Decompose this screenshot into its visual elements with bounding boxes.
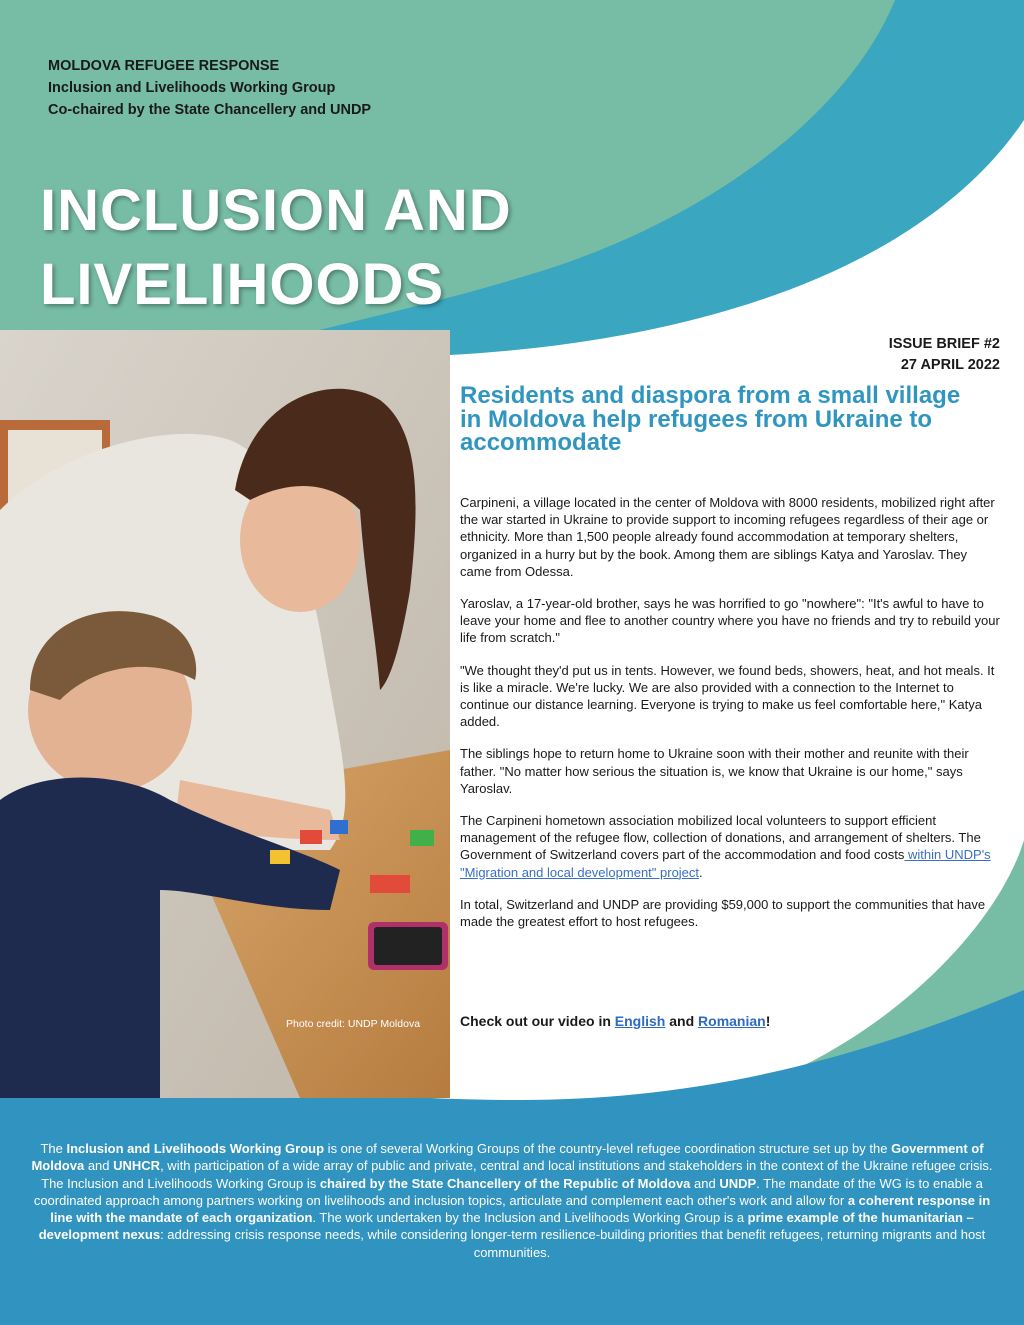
- organization-header: [48, 55, 371, 121]
- article-headline: Residents and diaspora from a small village in Moldova help refugees from Ukraine to accommodate: [460, 382, 961, 456]
- org-line-3: Co-chaired by the State Chancellery and UNDP: [48, 102, 372, 118]
- org-line-1: MOLDOVA REFUGEE RESPONSE: [48, 58, 280, 74]
- page-title: [40, 174, 512, 322]
- cta-suffix: !: [765, 1013, 771, 1029]
- footer-text: , with participation of a wide array of public and private, central and local institutions and stakeholders in the context of the Ukraine refugee crisis. The Inclusion and Livelihoods Working Group is: [41, 1158, 993, 1191]
- lego-1: [300, 830, 322, 844]
- photo-credit: Photo credit: UNDP Moldova: [286, 1018, 421, 1030]
- footer-bold: prime example of the humanitarian – development nexus: [38, 1210, 974, 1243]
- footer-text: . The work undertaken by the Inclusion and Livelihoods Working Group is a: [312, 1210, 748, 1226]
- paragraph-1: Carpineni, a village located in the center of Moldova with 8000 residents, mobilized right after the war started in Ukraine to provide support to incoming refugees regardless of their age or ethnicity. More than 1,500 people already found accommodation at temporary shelters, organized in a hurry but by the book. Among them are siblings Katya and Yaroslav. They came from Odessa.: [460, 495, 995, 579]
- paragraph-5-end: .: [699, 864, 703, 880]
- paragraph-2: Yaroslav, a 17-year-old brother, says he was horrified to go "nowhere": "It's awful to have to leave your home and flee to another country where you have no friends and try to rebuild your life from scratch.": [460, 596, 1000, 646]
- issue-number: ISSUE BRIEF #2: [888, 336, 1000, 352]
- paragraph-4: The siblings hope to return home to Ukraine soon with their mother and reunite with their father. "No matter how serious the situation is, we know that Ukraine is our home," says Yaroslav.: [460, 746, 969, 796]
- cta-middle: and: [665, 1013, 699, 1029]
- footer-text: and: [690, 1175, 720, 1191]
- article-body: [460, 494, 1000, 945]
- footer-text: is one of several Working Groups of the country-level refugee coordination structure set up by the: [324, 1141, 892, 1156]
- paragraph-5-text: The Carpineni hometown association mobilized local volunteers to support efficient management of the refugee flow, collection of donations, and arrangement of shelters. The Government of Switzerland covers part of the accommodation and food costs: [460, 813, 981, 863]
- lego-4: [270, 850, 290, 864]
- issue-date: 27 APRIL 2022: [900, 357, 1000, 373]
- lego-3: [410, 830, 434, 846]
- org-line-2: Inclusion and Livelihoods Working Group: [48, 80, 336, 96]
- issue-info: [889, 334, 1000, 376]
- project-link[interactable]: within UNDP's "Migration and local development" project: [460, 847, 991, 880]
- footer-bold: UNHCR: [113, 1158, 161, 1174]
- footer-text: The: [40, 1141, 67, 1156]
- lego-5: [370, 875, 410, 893]
- footer-bold: Inclusion and Livelihoods Working Group: [66, 1141, 325, 1156]
- paragraph-6: In total, Switzerland and UNDP are providing $59,000 to support the communities that have made the greatest effort to host refugees.: [460, 896, 986, 930]
- phone-screen: [374, 927, 442, 965]
- video-cta: [460, 1013, 770, 1029]
- footer-bold: UNDP: [719, 1175, 757, 1191]
- title-line-2: LIVELIHOODS: [40, 252, 445, 317]
- footer-text: . The mandate of the WG is to enable a coordinated approach among partners working on livelihoods and inclusion topics, articulate and complement each other's work and allow for: [33, 1175, 983, 1208]
- footer-bold: a coherent response in line with the mandate of each organization: [50, 1192, 991, 1226]
- cta-prefix: Check out our video in: [460, 1013, 615, 1029]
- footer-bold: Government of Moldova: [31, 1141, 984, 1174]
- paragraph-3: "We thought they'd put us in tents. However, we found beds, showers, heat, and hot meals. It is like a miracle. We're lucky. We are also provided with a connection to the Internet to continue our distance learning. Everyone is trying to make us feel comfortable here," Katya added.: [460, 662, 995, 730]
- title-line-1: INCLUSION AND: [40, 178, 512, 243]
- feature-photo: [0, 330, 450, 1098]
- footer-text: : addressing crisis response needs, while considering longer-term resilience-building priorities that benefit refugees, returning migrants and host communities.: [160, 1227, 986, 1260]
- footer-text: and: [84, 1158, 114, 1174]
- romanian-video-link[interactable]: Romanian: [698, 1013, 766, 1029]
- footer-bold: chaired by the State Chancellery of the Republic of Moldova: [319, 1175, 691, 1191]
- lego-2: [330, 820, 348, 834]
- footer-description: [24, 1140, 1000, 1261]
- paragraph-5: [460, 812, 1000, 881]
- english-video-link[interactable]: English: [614, 1013, 666, 1029]
